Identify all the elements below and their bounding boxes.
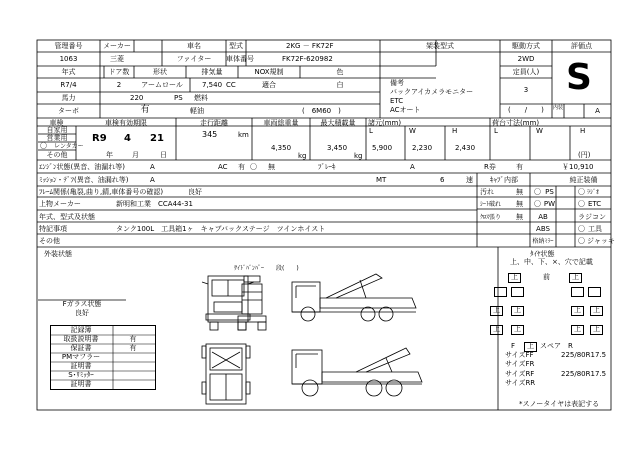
equip-jack: ジャッキ — [587, 237, 615, 245]
note-3: ACオート — [390, 106, 421, 114]
gvw-label: 車両総重量 — [263, 119, 299, 127]
tire-rr-l1: 上 — [493, 325, 500, 333]
truck-side-view-bottom — [292, 348, 422, 396]
year-label: 年式 — [61, 68, 76, 76]
grade-label: 評価点 — [571, 42, 592, 50]
interior-value: A — [595, 107, 600, 115]
hp-unit: PS — [174, 94, 183, 102]
tire-ff-right: 上 — [572, 273, 579, 281]
use-option-commercial: 営業用 — [46, 134, 68, 142]
side-bumper-label: ｻｲﾄﾞﾊﾞﾝﾊﾟｰ 段( ) — [234, 265, 299, 272]
hp-value: 220 — [130, 94, 144, 102]
disp-value: 7,540 — [202, 81, 223, 89]
truck-diagram — [196, 268, 496, 408]
snow-note: *スノータイヤは表記する — [519, 400, 600, 408]
door-label: ドア数 — [108, 68, 130, 76]
bed-label: 荷台寸法(mm) — [492, 119, 540, 127]
equip-mirror: 格納ﾐﾗｰ — [532, 238, 554, 245]
tire-box-fr-l1 — [494, 287, 507, 297]
tire-rf-r1: 上 — [574, 306, 581, 314]
mileage-unit: km — [238, 131, 249, 139]
doc-label-2: 取扱説明書 — [63, 335, 99, 343]
size-rf-label: サイズRF — [505, 370, 535, 378]
equip-ps: PS — [545, 188, 554, 196]
drive-label: 駆動方式 — [512, 42, 540, 50]
equip-label: 純正装備 — [569, 176, 598, 184]
mission-label: ﾐｯｼｮﾝ・ﾃﾞﾌ(異音、油漏れ等) — [39, 176, 129, 184]
recycle-yes: 有 — [516, 163, 523, 171]
mileage-value: 345 — [202, 130, 218, 139]
dims-header-h: H — [452, 127, 458, 135]
frame-label: ﾌﾚｰﾑ関係(亀裂,曲り,錆,車体番号の確認) — [39, 188, 164, 196]
mileage-label: 走行距離 — [200, 119, 228, 127]
ac-no: 無 — [268, 163, 275, 171]
use-option-private: 自家用 — [46, 126, 68, 134]
other-label: その他 — [39, 237, 60, 245]
exterior-label: 外装状態 — [44, 250, 72, 258]
cab-item-label-3: ｸﾛｽ張り — [480, 214, 502, 221]
equip-etc: ETC — [588, 200, 602, 208]
special-value: タンク100L 工具箱1ヶ キャブバックステージ ツインホイスト — [116, 225, 326, 233]
use-option-rental: レンタカー — [54, 143, 84, 150]
tire-ff-left: 上 — [511, 273, 518, 281]
cab-item-value-3: 無 — [516, 213, 523, 221]
price-unit: (円) — [578, 151, 591, 159]
doc-label-7: 証明書 — [70, 380, 92, 388]
kensa-day: 21 — [150, 133, 164, 144]
dims-value-w: 2,230 — [412, 144, 433, 152]
doc-label-3: 保証書 — [70, 344, 92, 352]
dims-value-l: 5,900 — [372, 144, 393, 152]
kensa-year-unit: 年 — [106, 151, 113, 159]
mt-label: MT — [376, 176, 387, 184]
hp-label: 馬力 — [61, 94, 76, 102]
size-ff-value: 225/80R17.5 — [561, 351, 607, 359]
disp-label: 排気量 — [201, 68, 223, 76]
body-maker-label: 上物メーカー — [39, 200, 81, 208]
model-label: 型式 — [229, 42, 243, 50]
tire-rf-l2: 上 — [514, 306, 521, 314]
cab-item-label-1: 汚れ — [480, 188, 494, 196]
color-label: 色 — [336, 68, 344, 76]
doc-value-3: 有 — [129, 344, 137, 352]
bed-header-h: H — [580, 127, 586, 135]
truck-side-view-top — [292, 274, 416, 321]
turbo-value: 有 — [140, 105, 150, 115]
glass-value: 良好 — [75, 309, 89, 317]
ac-yes: 有 — [238, 163, 245, 171]
size-fr-label: サイズFR — [505, 360, 535, 368]
tire-rf-r2: 上 — [593, 306, 600, 314]
maxload-value: 3,450 — [327, 144, 348, 152]
size-rf-value: 225/80R17.5 — [561, 370, 607, 378]
size-ff-label: サイズFF — [505, 351, 534, 359]
truck-rear-view — [238, 276, 266, 330]
door-value: 2 — [116, 81, 122, 89]
spare-f: F — [511, 342, 516, 350]
dims-header-w: W — [409, 127, 416, 135]
recycle-price: ￥10,910 — [562, 163, 594, 171]
tire-rr-r1: 上 — [574, 325, 581, 333]
equip-ring-2: 〇 — [578, 188, 585, 196]
brake-value: A — [410, 163, 415, 171]
year-value: R7/4 — [60, 81, 77, 89]
ac-sep: 〇 — [250, 163, 257, 171]
dims-header-l: L — [369, 127, 373, 135]
brake-label: ﾌﾞﾚｰｷ — [318, 163, 336, 171]
spare-mark: 上 — [527, 342, 534, 350]
equip-abs: ABS — [536, 225, 550, 233]
fuel-label: 燃料 — [194, 94, 208, 102]
fuel-value: 軽油 — [190, 107, 204, 115]
mission-value: A — [150, 176, 155, 184]
maker-value: 三菱 — [110, 55, 124, 63]
equip-ring-6: 〇 — [578, 237, 585, 245]
glass-label: Fガラス状態 — [62, 300, 102, 308]
doc-label-4: PMマフラー — [61, 353, 101, 361]
bed-header-l: L — [494, 127, 498, 135]
equip-ring-5: 〇 — [578, 225, 585, 233]
bed-header-w: W — [536, 127, 543, 135]
mgmt-label: 管理番号 — [54, 42, 83, 50]
special-label: 特記事項 — [39, 225, 67, 233]
trans-value: ( 6M60 ) — [302, 107, 341, 115]
kensa-era: R9 — [92, 133, 107, 144]
body-maker-value: 新明和工業 CCA44-31 — [116, 200, 193, 208]
tire-rr-l2: 上 — [514, 325, 521, 333]
maxload-unit: kg — [354, 152, 363, 160]
use-option-other: その他 — [46, 151, 68, 159]
gvw-unit: kg — [298, 152, 307, 160]
model-value: 2KG － FK72F — [286, 42, 334, 50]
maxload-label: 最大積載量 — [320, 119, 356, 127]
cab-item-value-2: 無 — [516, 200, 523, 208]
spare-label: スペア — [540, 342, 561, 350]
chassis-label: 車体番号 — [226, 55, 254, 63]
nox-label: NOX規制 — [254, 68, 284, 76]
cab-item-label-2: ｼｰﾄ破れ — [480, 201, 502, 208]
tire-box-fr-r1 — [571, 287, 584, 297]
kensa-day-unit: 日 — [160, 151, 167, 159]
frame-value: 良好 — [188, 188, 202, 196]
equip-tools: 工具 — [588, 225, 602, 233]
equip-radicon: ラジコン — [578, 213, 606, 221]
name-value: ファイター — [176, 55, 212, 63]
spare-r: R — [568, 342, 573, 350]
gvw-value: 4,350 — [271, 144, 292, 152]
kensa-month-unit: 月 — [132, 151, 139, 159]
cab-label: ｷｬﾌﾞ内部 — [490, 176, 518, 184]
dims-value-h: 2,430 — [455, 144, 476, 152]
engine-label: ｴﾝｼﾞﾝ状態(異音、油漏れ等) — [39, 163, 125, 171]
truck-top-view — [202, 344, 250, 404]
recycle-label: R券 — [484, 163, 496, 171]
color-value: 白 — [336, 81, 344, 89]
name-label: 車名 — [187, 42, 201, 50]
mgmt-value: 1063 — [59, 55, 78, 63]
shape-label: 形状 — [153, 68, 167, 76]
note-2: ETC — [390, 97, 404, 105]
grade-value: S — [566, 57, 592, 98]
note-1: バックアイカメラモニター — [390, 88, 474, 96]
equip-pw: PW — [543, 200, 556, 208]
size-rr-label: サイズRR — [505, 379, 536, 387]
drive-value: 2WD — [517, 55, 535, 63]
tire-rr-r2: 上 — [593, 325, 600, 333]
tire-label: ﾀｲﾔ状態 — [530, 250, 555, 258]
tire-rf-l1: 上 — [493, 306, 500, 314]
dims-label: 諸元(mm) — [368, 119, 402, 127]
notes-label: 備考 — [390, 79, 404, 87]
speed-value: 6 — [440, 176, 445, 184]
use-selected-mark: 〇 — [40, 142, 47, 150]
nox-value: 適合 — [262, 81, 276, 89]
interior-label: 内装 — [552, 105, 563, 111]
tire-box-fr-l2 — [511, 287, 524, 297]
tire-box-fr-r2 — [588, 287, 601, 297]
kensa-month: 4 — [124, 133, 131, 144]
rack-label: 架装型式 — [426, 42, 454, 50]
equip-radio: ﾗｼﾞｵ — [587, 189, 600, 196]
shape-value: アームロール — [141, 81, 183, 89]
doc-label-5: 証明書 — [70, 362, 92, 370]
body-type-label: 年式、型式及状態 — [39, 213, 95, 221]
notes-paren: ( / ) — [508, 106, 544, 114]
disp-unit: CC — [226, 81, 236, 89]
capacity-value: 3 — [523, 86, 529, 94]
doc-label-6: S･ﾘﾐｯﾀｰ — [68, 371, 94, 379]
capacity-label: 定員(人) — [512, 68, 540, 76]
tire-front: 前 — [543, 273, 550, 281]
speed-unit: 速 — [466, 176, 473, 184]
doc-label-1: 記録簿 — [70, 326, 92, 334]
doc-value-2: 有 — [129, 335, 137, 343]
kensa-label: 車検 — [49, 119, 64, 127]
chassis-value: FK72F-620982 — [282, 55, 333, 63]
kensa-value-label: 車検有効期限 — [105, 119, 147, 127]
engine-value: A — [150, 163, 155, 171]
cab-item-value-1: 無 — [516, 188, 523, 196]
equip-ring-1: 〇 — [534, 188, 541, 196]
maker-label: メーカー — [103, 42, 131, 50]
turbo-label: ターボ — [58, 107, 79, 115]
ac-label: AC — [218, 163, 228, 171]
equip-ring-3: 〇 — [534, 200, 541, 208]
tire-note: 上、中、下、×、穴で記載 — [510, 258, 593, 266]
equip-ring-4: 〇 — [578, 200, 585, 208]
equip-ab: AB — [538, 213, 548, 221]
